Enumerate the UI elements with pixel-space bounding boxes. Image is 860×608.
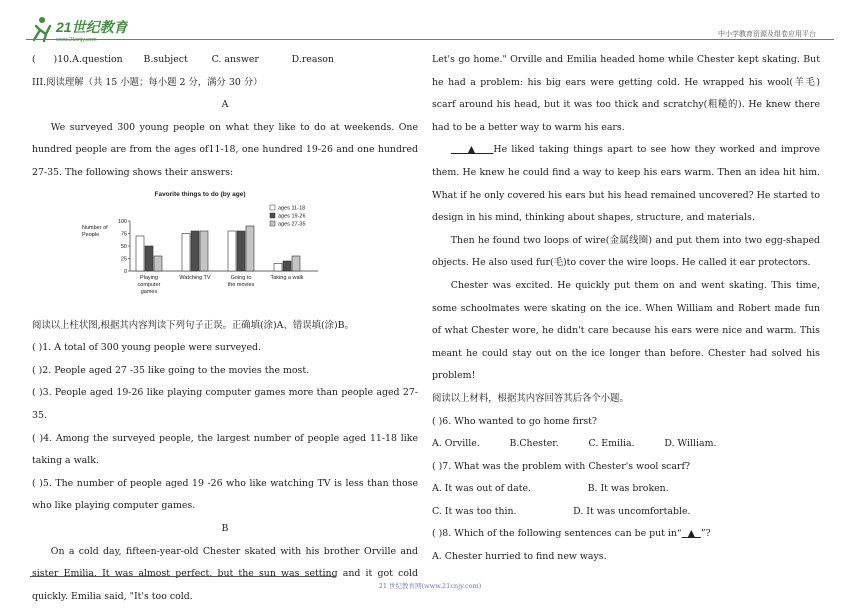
x-tick-label: computer <box>137 281 161 288</box>
legend-swatch <box>270 221 275 226</box>
question-6: ( )6. Who wanted to go home first? <box>432 415 597 427</box>
question-3: ( )3. People aged 19-26 like playing computer games more than people aged 27-35. <box>32 387 418 421</box>
left-column <box>32 49 418 608</box>
x-tick-label: Watching TV <box>179 274 211 281</box>
passage-b-para-1: Let's go home." Orville and Emilia headed home while Chester kept skating. But he had a problem: his big ears were getting cold. He wrapped his wool(羊毛) scarf around his head, but it was too thick and scratchy(粗糙的). He knew there had to be a better way to warm his ears. <box>432 54 820 133</box>
x-tick-label: the movies <box>227 281 255 288</box>
chart-container <box>32 185 418 315</box>
runner-icon <box>34 17 50 41</box>
x-tick-label: Going to <box>230 274 252 281</box>
bar <box>145 246 153 271</box>
question-7-options-ab: A. It was out of date. B. It was broken. <box>432 483 669 495</box>
bar <box>200 231 208 271</box>
y-axis-label: People <box>82 231 100 238</box>
legend-label: ages 11-18 <box>278 205 306 212</box>
question-7-options-cd: C. It was too thin. D. It was uncomfortable. <box>432 505 691 517</box>
legend-label: ages 19-26 <box>278 213 306 220</box>
question-10: ( )10.A.question B.subject C. answer D.reason <box>32 54 334 65</box>
bar <box>191 231 199 271</box>
y-axis-label: Number of <box>82 224 108 231</box>
y-tick-label: 0 <box>123 268 127 275</box>
right-column <box>432 49 820 569</box>
part-b-heading: B <box>221 522 229 534</box>
y-tick-label: 50 <box>120 243 127 250</box>
bar <box>274 263 282 271</box>
legend-swatch <box>270 213 275 218</box>
passage-b-para-4: Chester was excited. He quickly put them on and went skating. This time, some schoolmates were skating on the ice. When William and Robert made fun of what Chester wore, he didn't care because his ears were nice and warm. This meant he could stay out on the ice longer than before. Chester had solved his problem! <box>432 279 820 382</box>
question-8: ( )8. Which of the following sentences can be put in“ ▲ ”? <box>432 528 711 540</box>
chart-title: Favorite things to do (by age) <box>154 190 246 198</box>
logo-url: www.21cnjy.com <box>56 37 97 43</box>
x-tick-label: games <box>140 288 158 295</box>
platform-name: 中小学教育资源及组卷应用平台 <box>718 30 816 38</box>
x-tick-label: Taking a walk <box>270 274 304 281</box>
question-5: ( )5. The number of people aged 19 -26 who like watching TV is less than those who like playing computer games. <box>32 477 418 512</box>
bar <box>228 231 236 271</box>
part-a-heading: A <box>221 99 229 111</box>
blank-marker: ▲ <box>467 144 477 156</box>
passage-b-start: On a cold day, fifteen-year-old Chester skated with his brother Orville and sister Emilia. It was almost perfect, but the sun was setting and it got cold quickly. Emilia said, "It's too cold. <box>32 545 418 602</box>
bar <box>237 231 245 271</box>
bar <box>136 236 144 271</box>
logo-text: 21世纪教育 <box>56 19 128 35</box>
y-tick-label: 25 <box>120 256 127 263</box>
blank-marker: ▲ <box>687 528 695 540</box>
legend-label: ages 27-35 <box>278 221 306 228</box>
question-4: ( )4. Among the surveyed people, the largest number of people aged 11-18 like taking a walk. <box>32 432 418 467</box>
legend-swatch <box>270 205 275 210</box>
footer-divider <box>30 576 336 577</box>
question-6-options: A. Orville. B.Chester. C. Emilia. D. William. <box>432 438 717 450</box>
instruction-a: 阅读以上柱状图,根据其内容判读下列句子正误。正确填(涂)A、错误填(涂)B。 <box>32 319 354 331</box>
footer-text: 21 世纪教育网(www.21cnjy.com) <box>378 582 482 590</box>
question-2: ( )2. People aged 27 -35 like going to the movies the most. <box>32 364 310 376</box>
bar <box>246 226 254 271</box>
passage-b-para-3: Then he found two loops of wire(金属线圈) and put them into two egg-shaped objects. He also used fur(毛)to cover the wire loops. He called it ear protectors. <box>432 234 820 269</box>
section-heading: III.阅读理解（共 15 小题；每小题 2 分，满分 30 分） <box>32 76 263 88</box>
bar <box>182 233 190 271</box>
passage-a: We surveyed 300 young people on what they like to do at weekends. One hundred people are from the ages of11-18, one hundred 19-26 and one hundred 27-35. The following shows their answers: <box>32 121 418 178</box>
passage-b-para-2: ▲ He liked taking things apart to see how they worked and improve them. He knew he could find a way to keep his ears warm. Then an idea hit him. What if he only covered his ears but his head remained uncovered? He started to design in his mind, thinking about shapes, structure, and materials. <box>432 144 820 224</box>
question-7: ( )7. What was the problem with Chester's wool scarf? <box>432 460 690 472</box>
question-8-option-a: A. Chester hurried to find new ways. <box>432 551 607 563</box>
question-1: ( )1. A total of 300 young people were surveyed. <box>32 342 261 354</box>
x-tick-label: Playing <box>139 274 159 281</box>
bar <box>283 261 291 271</box>
bar <box>292 256 300 271</box>
y-tick-label: 75 <box>120 231 127 238</box>
instruction-b: 阅读以上材料，根据其内容回答其后各个小题。 <box>432 392 629 404</box>
y-tick-label: 100 <box>117 218 127 225</box>
bar-chart <box>82 187 332 313</box>
bar <box>154 256 162 271</box>
header-divider <box>26 39 834 40</box>
